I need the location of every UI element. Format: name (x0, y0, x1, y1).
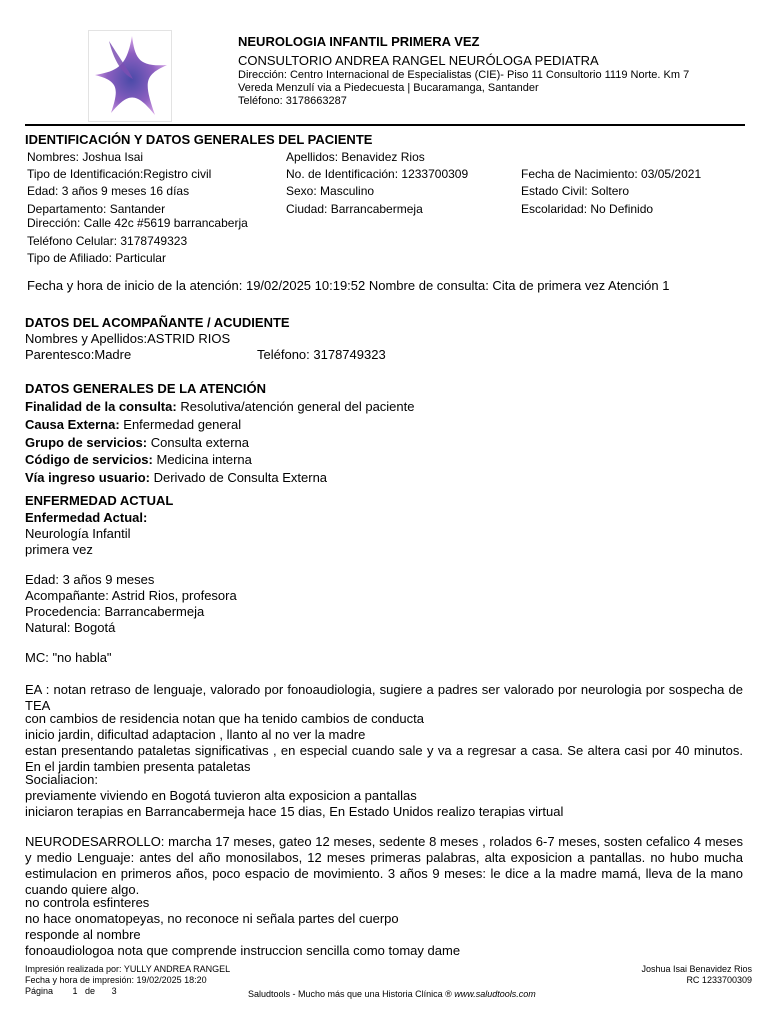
footer-tagline (248, 989, 536, 1000)
attention-service-group (25, 435, 249, 451)
attention-purpose-label: Finalidad de la consulta: (25, 399, 177, 414)
illness-ea-lines: con cambios de residencia notan que ha tenido cambios de conducta inicio jardin, dificultad adaptacion , llanto al no ver la madre (25, 711, 424, 742)
header-divider (25, 124, 745, 126)
footer-page-label: Página (25, 986, 54, 996)
patient-phone: Teléfono Celular: 3178749323 (27, 234, 188, 248)
patient-first-name: Nombres: Joshua Isai (27, 150, 144, 164)
footer-printed-by: Impresión realizada por: YULLY ANDREA RANGEL (25, 964, 231, 974)
footer-tagline-url[interactable]: www.saludtools.com (454, 989, 536, 999)
patient-last-name: Apellidos: Benavidez Rios (286, 150, 425, 164)
clinic-address-line2: Vereda Menzulí via a Piedecuesta | Bucaramanga, Santander (238, 82, 539, 94)
footer-page-total: 3 (111, 986, 117, 996)
attention-section-title: DATOS GENERALES DE LA ATENCIÓN (25, 381, 266, 396)
patient-department: Departamento: Santander (27, 202, 166, 216)
document-title: NEUROLOGIA INFANTIL PRIMERA VEZ (238, 34, 480, 49)
patient-civil-status: Estado Civil: Soltero (521, 184, 630, 198)
patient-birth-date: Fecha de Nacimiento: 03/05/2021 (521, 167, 702, 181)
attention-service-group-value: Consulta externa (150, 435, 249, 450)
companion-phone: Teléfono: 3178749323 (257, 347, 386, 362)
attention-service-group-label: Grupo de servicios: (25, 435, 148, 450)
attention-purpose (25, 399, 415, 415)
illness-chief-complaint: MC: "no habla" (25, 650, 112, 665)
logo (88, 30, 172, 122)
neurodevelopment-paragraph: NEURODESARROLLO: marcha 17 meses, gateo 12 meses, sedente 8 meses , rolados 6-7 meses, sosten cefalico 4 meses y medio Lenguaje: antes del año monosilabos, 12 meses primeras palabras, alta exposicion a pantallas. no hubo mucha estimulacion en primeros años, poco espacio de movimiento. 3 años 9 meses: le dice a la madre mamá, lleva de la mano cuando quiere algo. (25, 834, 743, 897)
footer-patient-rc: RC 1233700309 (686, 975, 752, 985)
purple-star-logo-icon (89, 31, 171, 121)
attention-entry-route-label: Vía ingreso usuario: (25, 470, 150, 485)
illness-ea-paragraph: EA : notan retraso de lenguaje, valorado por fonoaudiologia, sugiere a padres ser valorado por neurologia por sospecha de TEA (25, 682, 743, 713)
attention-entry-route-value: Derivado de Consulta Externa (153, 470, 328, 485)
clinic-phone: Teléfono: 3178663287 (238, 95, 347, 107)
illness-ea-paragraph-2: estan presentando pataletas significativas , en especial cuando sale y va a regresar a casa. Se altera casi por 40 minutos. En el jardin tambien presenta pataletas (25, 743, 743, 774)
patient-affiliate-type: Tipo de Afiliado: Particular (27, 251, 166, 265)
attention-entry-route (25, 470, 327, 486)
patient-id-type: Tipo de Identificación:Registro civil (27, 167, 212, 181)
attention-cause-value: Enfermedad general (123, 417, 242, 432)
patient-age: Edad: 3 años 9 meses 16 días (27, 184, 190, 198)
attention-service-code-value: Medicina interna (156, 452, 252, 467)
attention-service-code (25, 452, 252, 468)
companion-relationship: Parentesco:Madre (25, 347, 132, 362)
patient-section-title: IDENTIFICACIÓN Y DATOS GENERALES DEL PACIENTE (25, 132, 373, 147)
footer-tagline-text: Saludtools - Mucho más que una Historia Clínica ® (248, 989, 455, 999)
footer-page-of: de (85, 986, 96, 996)
attention-purpose-value: Resolutiva/atención general del paciente (180, 399, 415, 414)
illness-section-title: ENFERMEDAD ACTUAL (25, 493, 174, 508)
illness-block-specialty: Neurología Infantil primera vez (25, 526, 131, 557)
attention-cause-label: Causa Externa: (25, 417, 120, 432)
footer-patient-name: Joshua Isai Benavidez Rios (641, 964, 752, 974)
clinic-name: CONSULTORIO ANDREA RANGEL NEURÓLOGA PEDIATRA (238, 53, 599, 68)
clinic-address-line1: Dirección: Centro Internacional de Especialistas (CIE)- Piso 11 Consultorio 1119 Norte. Km 7 (238, 69, 690, 81)
companion-section-title: DATOS DEL ACOMPAÑANTE / ACUDIENTE (25, 315, 290, 330)
patient-id-number: No. de Identificación: 1233700309 (286, 167, 469, 181)
illness-ea-lines-2: Socialiacion: previamente viviendo en Bogotá tuvieron alta exposicion a pantallas iniciaron terapias en Barrancabermeja hace 15 dias, En Estado Unidos realizo terapias virtual (25, 772, 564, 819)
illness-block-demographics: Edad: 3 años 9 meses Acompañante: Astrid Rios, profesora Procedencia: Barrancabermeja Natural: Bogotá (25, 572, 237, 635)
attention-cause (25, 417, 241, 433)
patient-sex: Sexo: Masculino (286, 184, 375, 198)
patient-city: Ciudad: Barrancabermeja (286, 202, 423, 216)
footer-print-date: Fecha y hora de impresión: 19/02/2025 18:20 (25, 975, 207, 985)
neurodevelopment-lines: no controla esfinteres no hace onomatopeyas, no reconoce ni señala partes del cuerpo responde al nombre fonoaudiologoa nota que comprende instruccion sencilla como tomay dame (25, 895, 461, 958)
attention-start: Fecha y hora de inicio de la atención: 19/02/2025 10:19:52 Nombre de consulta: Cita de primera vez Atención 1 (27, 278, 670, 293)
footer-page-info (25, 986, 117, 997)
footer-page-number: 1 (72, 986, 78, 996)
companion-name: Nombres y Apellidos:ASTRID RIOS (25, 331, 231, 346)
attention-service-code-label: Código de servicios: (25, 452, 153, 467)
patient-address: Dirección: Calle 42c #5619 barrancaberja (27, 216, 248, 230)
patient-education: Escolaridad: No Definido (521, 202, 654, 216)
illness-subtitle: Enfermedad Actual: (25, 510, 148, 525)
